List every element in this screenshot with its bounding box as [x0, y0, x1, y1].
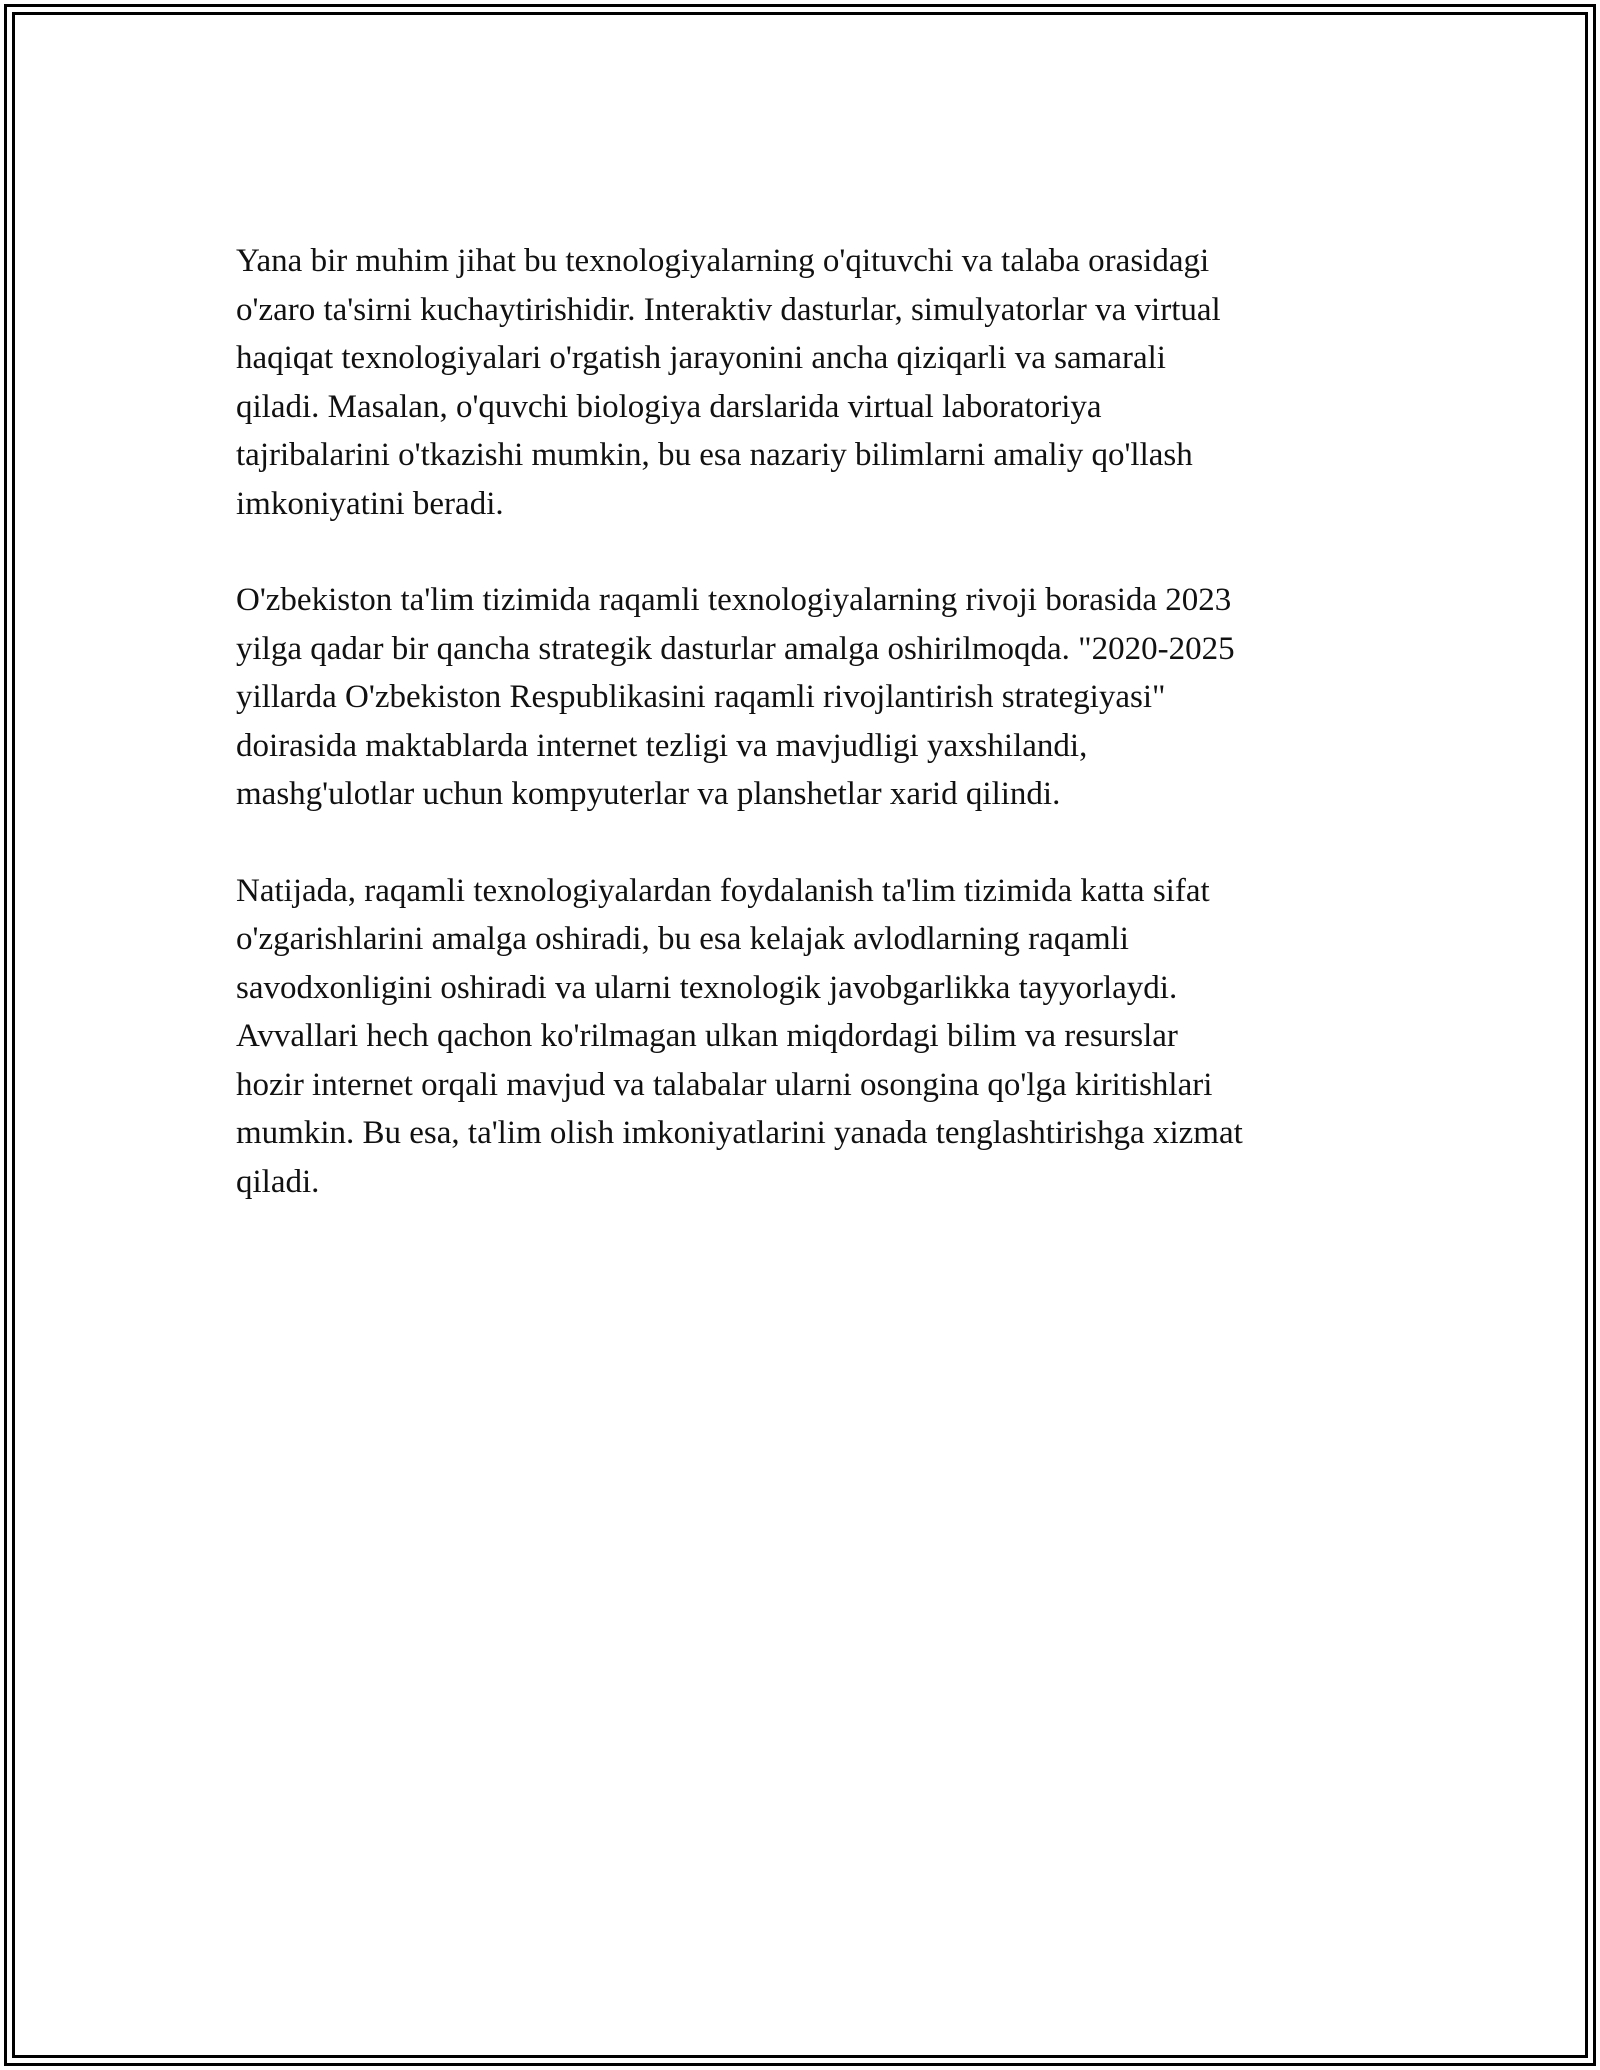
text-line: O'zbekiston ta'lim tizimida raqamli texnologiyalarning rivoji borasida 2023 — [236, 582, 1232, 618]
paragraph-2 — [236, 576, 1366, 819]
text-line: qiladi. — [236, 1163, 320, 1200]
text-line: yillarda O'zbekiston Respublikasini raqamli rivojlantirish strategiyasi" — [236, 679, 1166, 715]
text-line: savodxonligini oshiradi va ularni texnologik javobgarlikka tayyorlaydi. — [236, 969, 1178, 1006]
text-line: Natijada, raqamli texnologiyalardan foydalanish ta'lim tizimida katta sifat — [236, 872, 1210, 909]
text-line: qiladi. Masalan, o'quvchi biologiya darslarida virtual laboratoriya — [236, 388, 1102, 425]
text-line: yilga qadar bir qancha strategik dasturlar amalga oshirilmoqda. "2020-2025 — [236, 630, 1235, 667]
text-line: haqiqat texnologiyalari o'rgatish jarayonini ancha qiziqarli va samarali — [236, 340, 1166, 376]
document-body — [236, 237, 1366, 1254]
text-line: Avvallari hech qachon ko'rilmagan ulkan miqdordagi bilim va resurslar — [236, 1018, 1178, 1054]
text-line: o'zgarishlarini amalga oshiradi, bu esa kelajak avlodlarning raqamli — [236, 921, 1129, 957]
text-line: o'zaro ta'sirni kuchaytirishidir. Interaktiv dasturlar, simulyatorlar va virtual — [236, 291, 1221, 328]
text-line: mumkin. Bu esa, ta'lim olish imkoniyatlarini yanada tenglashtirishga xizmat — [236, 1115, 1243, 1151]
text-line: imkoniyatini beradi. — [236, 485, 504, 522]
paragraph-3 — [236, 867, 1366, 1207]
text-line: tajribalarini o'tkazishi mumkin, bu esa nazariy bilimlarni amaliy qo'llash — [236, 437, 1193, 473]
text-line: mashg'ulotlar uchun kompyuterlar va planshetlar xarid qilindi. — [236, 776, 1061, 812]
text-line: doirasida maktablarda internet tezligi va mavjudligi yaxshilandi, — [236, 727, 1088, 764]
paragraph-1 — [236, 237, 1366, 528]
text-line: Yana bir muhim jihat bu texnologiyalarning o'qituvchi va talaba orasidagi — [236, 243, 1210, 279]
text-line: hozir internet orqali mavjud va talabalar ularni osongina qo'lga kiritishlari — [236, 1066, 1213, 1103]
